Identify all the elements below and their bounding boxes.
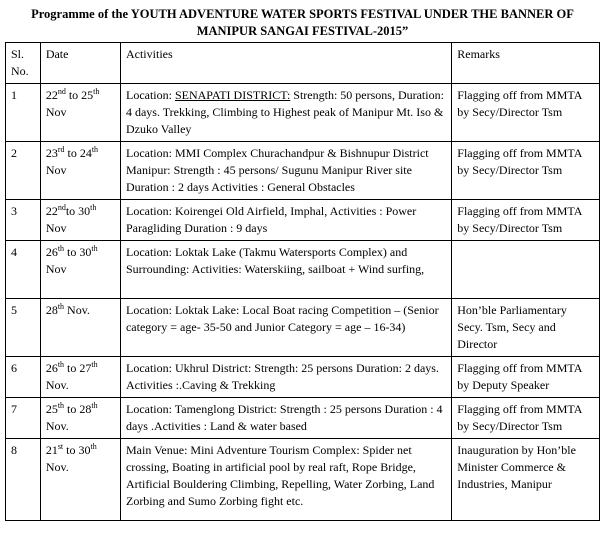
header-activities: Activities bbox=[120, 43, 451, 84]
row-remarks: Flagging off from MMTA by Deputy Speaker bbox=[452, 357, 600, 398]
row-remarks: Hon’ble Parliamentary Secy. Tsm, Secy and Director bbox=[452, 299, 600, 357]
date-month: Nov. bbox=[45, 460, 69, 474]
date-end-suffix: th bbox=[93, 87, 100, 96]
row-activities bbox=[120, 200, 451, 241]
header-date: Date bbox=[40, 43, 120, 84]
date-start-day: 22 bbox=[45, 88, 58, 102]
date-end-suffix: th bbox=[91, 244, 98, 253]
date-range-text: to 30 bbox=[63, 443, 91, 457]
row-sl-no: 2 bbox=[6, 142, 41, 200]
row-remarks: Flagging off from MMTA by Secy/Director Tsm bbox=[452, 200, 600, 241]
table-row bbox=[6, 142, 600, 200]
document-page bbox=[5, 6, 600, 521]
row-activities bbox=[120, 357, 451, 398]
row-activities bbox=[120, 84, 451, 142]
activity-details: Strength: 50 persons, Duration: 4 days. Trekking, Climbing to Highest peak of Manipur Mt. Iso & Dzuko Valley bbox=[125, 88, 444, 136]
date-month: Nov bbox=[45, 163, 67, 177]
row-remarks: Flagging off from MMTA by Secy/Director Tsm bbox=[452, 398, 600, 439]
row-date bbox=[40, 241, 120, 299]
date-start-suffix: th bbox=[57, 302, 65, 311]
row-date bbox=[40, 439, 120, 521]
date-start-day: 28 bbox=[45, 303, 58, 317]
table-row bbox=[6, 357, 600, 398]
table-row bbox=[6, 84, 600, 142]
date-end-suffix: th bbox=[91, 360, 98, 369]
row-sl-no: 1 bbox=[6, 84, 41, 142]
table-row bbox=[6, 200, 600, 241]
row-sl-no: 6 bbox=[6, 357, 41, 398]
row-activities bbox=[120, 439, 451, 521]
date-end-suffix: th bbox=[90, 203, 97, 212]
date-start-day: 23 bbox=[45, 146, 58, 160]
date-range-text: to 30 bbox=[64, 245, 92, 259]
activity-details: Location: Ukhrul District: Strength: 25 persons Duration: 2 days. Activities :.Caving & Trekking bbox=[125, 361, 439, 392]
date-start-suffix: nd bbox=[57, 87, 66, 96]
row-remarks bbox=[452, 241, 600, 299]
date-start-suffix: th bbox=[57, 360, 65, 369]
row-activities bbox=[120, 142, 451, 200]
date-range-text: to 25 bbox=[65, 88, 94, 102]
row-remarks: Flagging off from MMTA by Secy/Director Tsm bbox=[452, 84, 600, 142]
row-date bbox=[40, 200, 120, 241]
row-activities bbox=[120, 241, 451, 299]
date-end-suffix: th bbox=[90, 442, 97, 451]
date-month: Nov. bbox=[45, 419, 69, 433]
table-row bbox=[6, 439, 600, 521]
date-start-day: 22 bbox=[45, 204, 58, 218]
date-range-text: to 27 bbox=[64, 361, 92, 375]
date-start-day: 21 bbox=[45, 443, 58, 457]
row-sl-no: 7 bbox=[6, 398, 41, 439]
row-date bbox=[40, 398, 120, 439]
activity-details: Main Venue: Mini Adventure Tourism Complex: Spider net crossing, Boating in artificial pool by real raft, Rope Bridge, Artificial Bouldering Climbing, Repelling, Water Zorbing, Land Zorbing and Sumo Zorbing fight etc. bbox=[125, 443, 435, 508]
date-start-suffix: th bbox=[57, 401, 65, 410]
activity-details: Location: Koirengei Old Airfield, Imphal, Activities : Power Paragliding Duration : 9 days bbox=[125, 204, 417, 235]
header-sl-no: Sl. No. bbox=[6, 43, 41, 84]
row-activities bbox=[120, 299, 451, 357]
date-start-day: 26 bbox=[45, 361, 58, 375]
activity-prefix: Location: bbox=[125, 88, 175, 102]
date-start-suffix: nd bbox=[57, 203, 66, 212]
row-sl-no: 5 bbox=[6, 299, 41, 357]
activity-details: Location: Loktak Lake (Takmu Watersports Complex) and Surrounding: Activities: Waterskiing, sailboat + Wind surfing, bbox=[125, 245, 425, 276]
date-range-text: to 30 bbox=[65, 204, 91, 218]
table-row bbox=[6, 241, 600, 299]
date-month: Nov. bbox=[45, 378, 69, 392]
row-date bbox=[40, 357, 120, 398]
document-title: Programme of the YOUTH ADVENTURE WATER SPORTS FESTIVAL UNDER THE BANNER OF MANIPUR SANGAI FESTIVAL-2015” bbox=[31, 7, 574, 38]
activity-details: Location: Loktak Lake: Local Boat racing Competition – (Senior category = age- 35-50 and Junior Category = age – 16-34) bbox=[125, 303, 439, 334]
table-row bbox=[6, 299, 600, 357]
date-start-suffix: rd bbox=[57, 145, 65, 154]
row-activities bbox=[120, 398, 451, 439]
row-sl-no: 8 bbox=[6, 439, 41, 521]
row-remarks: Flagging off from MMTA by Secy/Director Tsm bbox=[452, 142, 600, 200]
table-row bbox=[6, 398, 600, 439]
date-start-day: 26 bbox=[45, 245, 58, 259]
date-range-text: to 28 bbox=[64, 402, 92, 416]
date-range-text: to 24 bbox=[64, 146, 92, 160]
date-range-text: Nov. bbox=[64, 303, 90, 317]
date-start-day: 25 bbox=[45, 402, 58, 416]
table-header-row bbox=[6, 43, 600, 84]
programme-table bbox=[5, 42, 600, 521]
date-month: Nov bbox=[45, 105, 67, 119]
date-month: Nov bbox=[45, 221, 67, 235]
date-end-suffix: th bbox=[91, 401, 98, 410]
date-start-suffix: th bbox=[57, 244, 65, 253]
row-remarks: Inauguration by Hon’ble Minister Commerce & Industries, Manipur bbox=[452, 439, 600, 521]
activity-details: Location: Tamenglong District: Strength : 25 persons Duration : 4 days .Activities : Land & water based bbox=[125, 402, 443, 433]
date-month: Nov bbox=[45, 262, 67, 276]
row-date bbox=[40, 299, 120, 357]
header-remarks: Remarks bbox=[452, 43, 600, 84]
date-end-suffix: th bbox=[91, 145, 99, 154]
activity-location-underlined: SENAPATI DISTRICT: bbox=[174, 88, 291, 102]
row-date bbox=[40, 142, 120, 200]
row-sl-no: 3 bbox=[6, 200, 41, 241]
row-date bbox=[40, 84, 120, 142]
date-start-suffix: st bbox=[57, 442, 64, 451]
activity-details: Location: MMI Complex Churachandpur & Bishnupur District Manipur: Strength : 45 persons/ Sugunu Manipur River site Duration : 2 days Activities : General Obstacles bbox=[125, 146, 429, 194]
row-sl-no: 4 bbox=[6, 241, 41, 299]
